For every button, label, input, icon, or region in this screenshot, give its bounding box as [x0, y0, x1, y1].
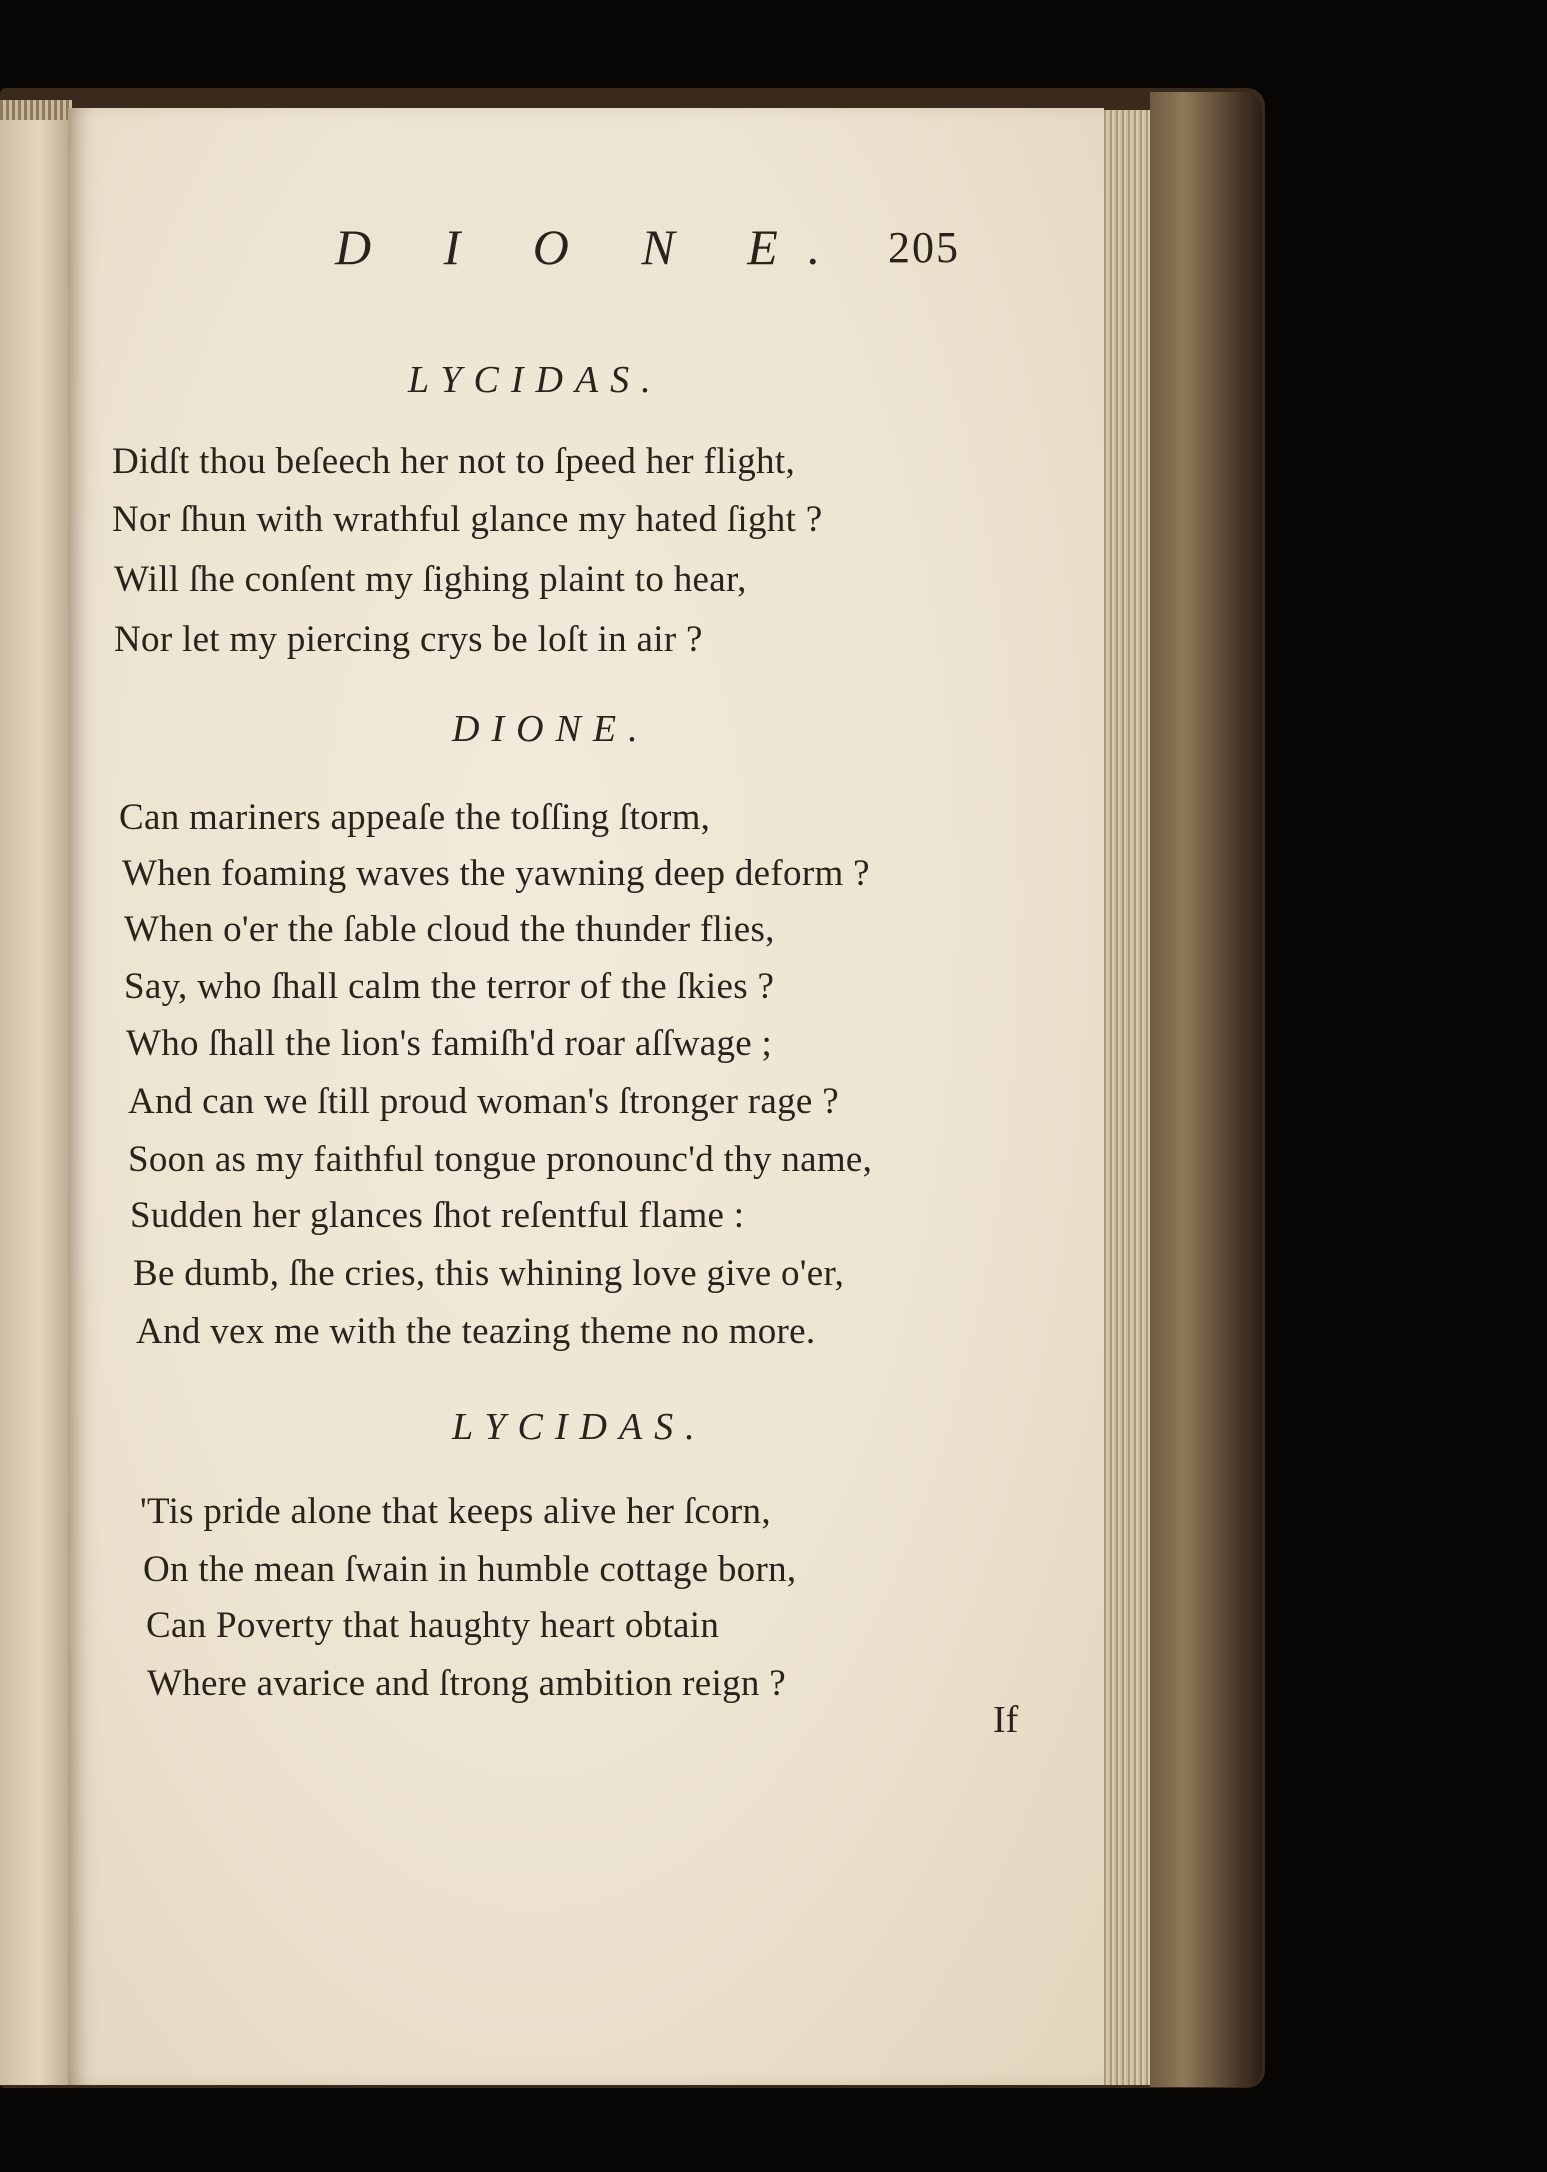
verse-line: Where avarice and ſtrong ambition reign ? [147, 1663, 786, 1704]
verse-line: Soon as my faithful tongue pronounc'd thy name, [128, 1139, 873, 1180]
verse-line: Nor let my piercing crys be loſt in air ? [114, 619, 703, 660]
speaker-heading: LYCIDAS. [408, 359, 663, 401]
facing-page-edge [0, 110, 72, 2085]
verse-line: Can Poverty that haughty heart obtain [146, 1605, 720, 1646]
running-head: D I O N E. [335, 219, 851, 275]
catchword: If [993, 1699, 1019, 1741]
verse-line: When foaming waves the yawning deep deform ? [122, 853, 870, 894]
verse-line: And vex me with the teazing theme no more. [136, 1311, 816, 1352]
verse-line: Can mariners appeaſe the toſſing ſtorm, [119, 797, 711, 838]
verse-line: Sudden her glances ſhot reſentful flame : [130, 1195, 745, 1236]
verse-line: Didſt thou beſeech her not to ſpeed her flight, [112, 441, 795, 482]
verse-line: 'Tis pride alone that keeps alive her ſcorn, [140, 1491, 771, 1532]
page-number: 205 [888, 223, 960, 272]
book-cover [1150, 92, 1262, 2087]
verse-line: Say, who ſhall calm the terror of the ſkies ? [124, 966, 775, 1007]
verse-line: When o'er the ſable cloud the thunder flies, [124, 909, 775, 950]
speaker-heading: DIONE. [452, 708, 650, 750]
verse-line: On the mean ſwain in humble cottage born, [143, 1549, 797, 1590]
facing-page-top-edge [0, 100, 72, 120]
verse-line: Will ſhe conſent my ſighing plaint to hear, [114, 559, 747, 600]
speaker-heading: LYCIDAS. [452, 1406, 707, 1448]
verse-line: And can we ſtill proud woman's ſtronger rage ? [128, 1081, 839, 1122]
verse-line: Be dumb, ſhe cries, this whining love give o'er, [133, 1253, 845, 1294]
verse-line: Who ſhall the lion's famiſh'd roar aſſwage ; [126, 1023, 773, 1064]
verse-line: Nor ſhun with wrathful glance my hated ſight ? [112, 499, 823, 540]
